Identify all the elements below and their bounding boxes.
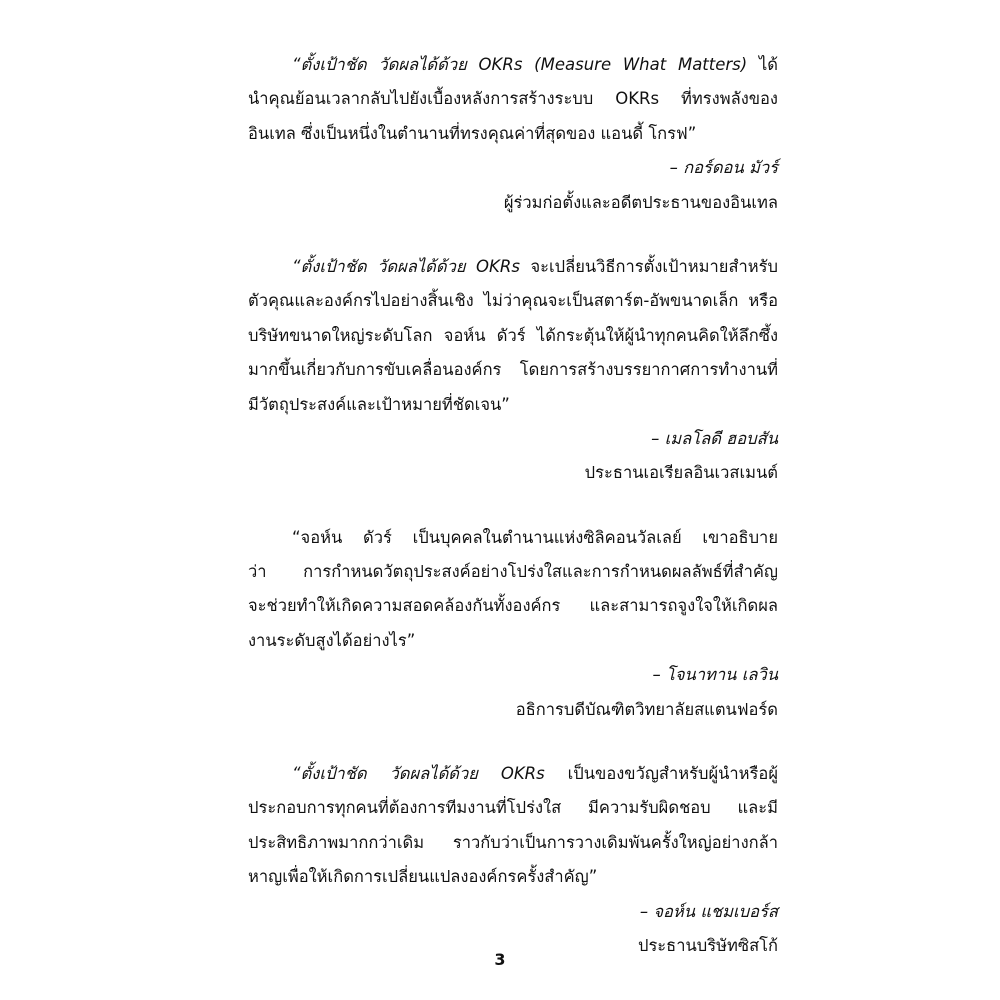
- quote-line: มากขึ้นเกี่ยวกับการขับเคลื่อนองค์กร โดยการสร้างบรรยากาศการทำงานที่: [248, 360, 778, 380]
- attribution-name: – เมลโลดี ฮอบสัน: [651, 428, 778, 448]
- quote-line: ประสิทธิภาพมากกว่าเดิม ราวกับว่าเป็นการวางเดิมพันครั้งใหญ่อย่างกล้า: [248, 832, 778, 852]
- quote-line: นำคุณย้อนเวลากลับไปยังเบื้องหลังการสร้างระบบ OKRs ที่ทรงพลังของ: [248, 89, 778, 109]
- quote-line: งานระดับสูงได้อย่างไร”: [248, 630, 416, 650]
- quote-line: “ตั้งเป้าชัด วัดผลได้ด้วย OKRs (Measure What Matters) ได้: [292, 55, 778, 74]
- endorsement-page: [248, 48, 778, 993]
- quote-line: มีวัตถุประสงค์และเป้าหมายที่ชัดเจน”: [248, 394, 510, 414]
- quote-line: ตัวคุณและองค์กรไปอย่างสิ้นเชิง ไม่ว่าคุณจะเป็นสตาร์ต-อัพขนาดเล็ก หรือ: [248, 291, 778, 311]
- attribution-name: – กอร์ดอน มัวร์: [669, 158, 778, 178]
- attribution-title: ผู้ร่วมก่อตั้งและอดีตประธานของอินเทล: [503, 192, 778, 212]
- quote-line: อินเทล ซึ่งเป็นหนึ่งในตำนานที่ทรงคุณค่าที่สุดของ แอนดี้ โกรฟ”: [248, 123, 697, 143]
- endorsement-block: [248, 250, 778, 491]
- endorsement-block: [248, 521, 778, 727]
- attribution-title: อธิการบดีบัณฑิตวิทยาลัยสแตนฟอร์ด: [515, 699, 778, 719]
- endorsement-block: [248, 48, 778, 220]
- quote-line: จะช่วยทำให้เกิดความสอดคล้องกันทั้งองค์กร และสามารถจูงใจให้เกิดผล: [248, 596, 778, 616]
- attribution-name: – โจนาทาน เลวิน: [652, 665, 778, 685]
- attribution-title: ประธานเอเรียลอินเวสเมนต์: [584, 463, 778, 483]
- quote-line: ว่า การกำหนดวัตถุประสงค์อย่างโปร่งใสและการกำหนดผลลัพธ์ที่สำคัญ: [248, 562, 778, 582]
- endorsement-block: [248, 757, 778, 963]
- attribution-name: – จอห์น แชมเบอร์ส: [639, 901, 778, 921]
- quote-line: หาญเพื่อให้เกิดการเปลี่ยนแปลงองค์กรครั้งสำคัญ”: [248, 867, 598, 887]
- quote-line: บริษัทขนาดใหญ่ระดับโลก จอห์น ดัวร์ ได้กระตุ้นให้ผู้นำทุกคนคิดให้ลึกซึ้ง: [248, 325, 778, 345]
- attribution-title: ประธานบริษัทซิสโก้: [637, 935, 778, 955]
- quote-line: “ตั้งเป้าชัด วัดผลได้ด้วย OKRs เป็นของขวัญสำหรับผู้นำหรือผู้: [292, 764, 778, 784]
- quote-line: ประกอบการทุกคนที่ต้องการทีมงานที่โปร่งใส มีความรับผิดชอบ และมี: [248, 798, 778, 818]
- quote-line: “ตั้งเป้าชัด วัดผลได้ด้วย OKRs จะเปลี่ยนวิธีการตั้งเป้าหมายสำหรับ: [292, 256, 778, 276]
- quote-line: “จอห์น ดัวร์ เป็นบุคคลในตำนานแห่งซิลิคอนวัลเลย์ เขาอธิบาย: [292, 527, 778, 547]
- page-number: 3: [494, 950, 506, 969]
